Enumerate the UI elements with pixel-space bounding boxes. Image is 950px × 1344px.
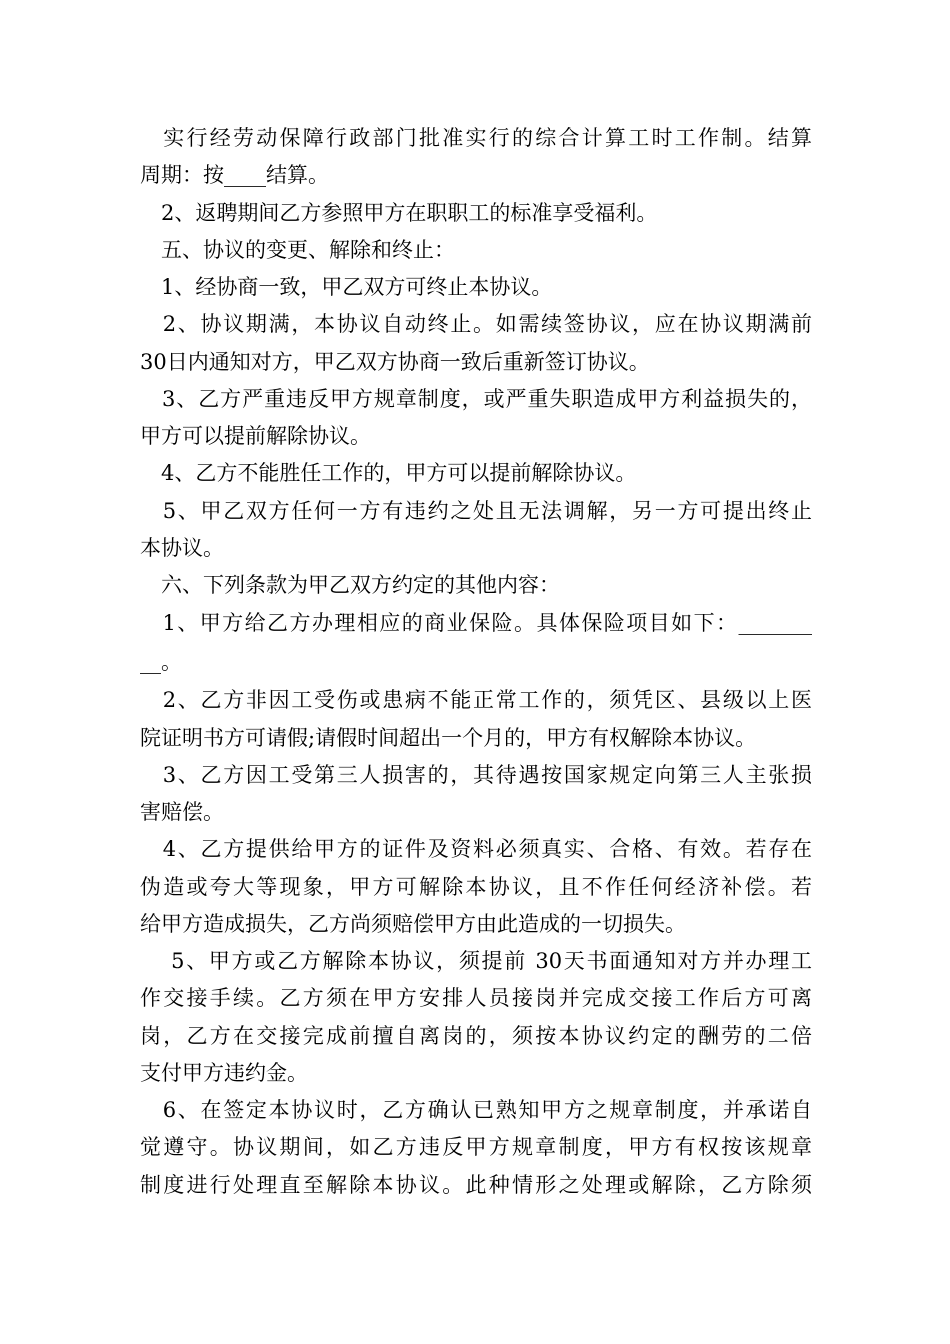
text-line: 3、乙方因工受第三人损害的，其待遇按国家规定向第三人主张损 (140, 762, 812, 787)
text-line: 觉遵守。协议期间，如乙方违反甲方规章制度，甲方有权按该规章 (140, 1135, 812, 1160)
text-line: 2、乙方非因工受伤或患病不能正常工作的，须凭区、县级以上医 (140, 688, 812, 713)
text-line: 制度进行处理直至解除本协议。此种情形之处理或解除，乙方除须 (140, 1172, 812, 1197)
text-line: 给甲方造成损失，乙方尚须赔偿甲方由此造成的一切损失。 (140, 911, 686, 936)
text-line: 2、返聘期间乙方参照甲方在职职工的标准享受福利。 (140, 200, 658, 225)
text-line: 支付甲方违约金。 (140, 1060, 308, 1085)
text-line: 五、协议的变更、解除和终止： (140, 237, 455, 262)
text-line: 6、在签定本协议时，乙方确认已熟知甲方之规章制度，并承诺自 (140, 1098, 812, 1122)
text-line: 本协议。 (140, 535, 224, 560)
text-line: 作交接手续。乙方须在甲方安排人员接岗并完成交接工作后方可离 (140, 986, 812, 1011)
text-line: 5、甲乙双方任何一方有违约之处且无法调解，另一方可提出终止 (140, 498, 812, 523)
text-line: 害赔偿。 (140, 800, 224, 824)
text-line: 1、经协商一致，甲乙双方可终止本协议。 (140, 275, 553, 299)
text-line: 六、下列条款为甲乙双方约定的其他内容： (140, 573, 560, 597)
text-line: 30日内通知对方，甲乙双方协商一致后重新签订协议。 (140, 349, 650, 374)
text-line: 岗，乙方在交接完成前擅自离岗的，须按本协议约定的酬劳的二倍 (140, 1023, 812, 1048)
text-line: 1、甲方给乙方办理相应的商业保险。具体保险项目如下：_______ (140, 611, 812, 636)
text-line: 5、甲方或乙方解除本协议，须提前 30天书面通知对方并办理工 (140, 949, 812, 973)
text-line: 周期：按____结算。 (140, 163, 329, 188)
text-line: 院证明书方可请假;请假时间超出一个月的，甲方有权解除本协议。 (140, 725, 757, 750)
text-line: 实行经劳动保障行政部门批准实行的综合计算工时工作制。结算 (140, 126, 812, 150)
text-line: 3、乙方严重违反甲方规章制度，或严重失职造成甲方利益损失的， (140, 386, 812, 411)
text-line: 2、协议期满，本协议自动终止。如需续签协议，应在协议期满前 (140, 312, 812, 337)
text-line: 甲方可以提前解除协议。 (140, 424, 371, 448)
text-line: 4、乙方不能胜任工作的，甲方可以提前解除协议。 (140, 461, 637, 486)
text-line: __。 (140, 650, 182, 675)
text-line: 伪造或夸大等现象，甲方可解除本协议，且不作任何经济补偿。若 (140, 874, 812, 899)
document-body (140, 120, 812, 1204)
text-line: 4、乙方提供给甲方的证件及资料必须真实、合格、有效。若存在 (140, 837, 812, 862)
